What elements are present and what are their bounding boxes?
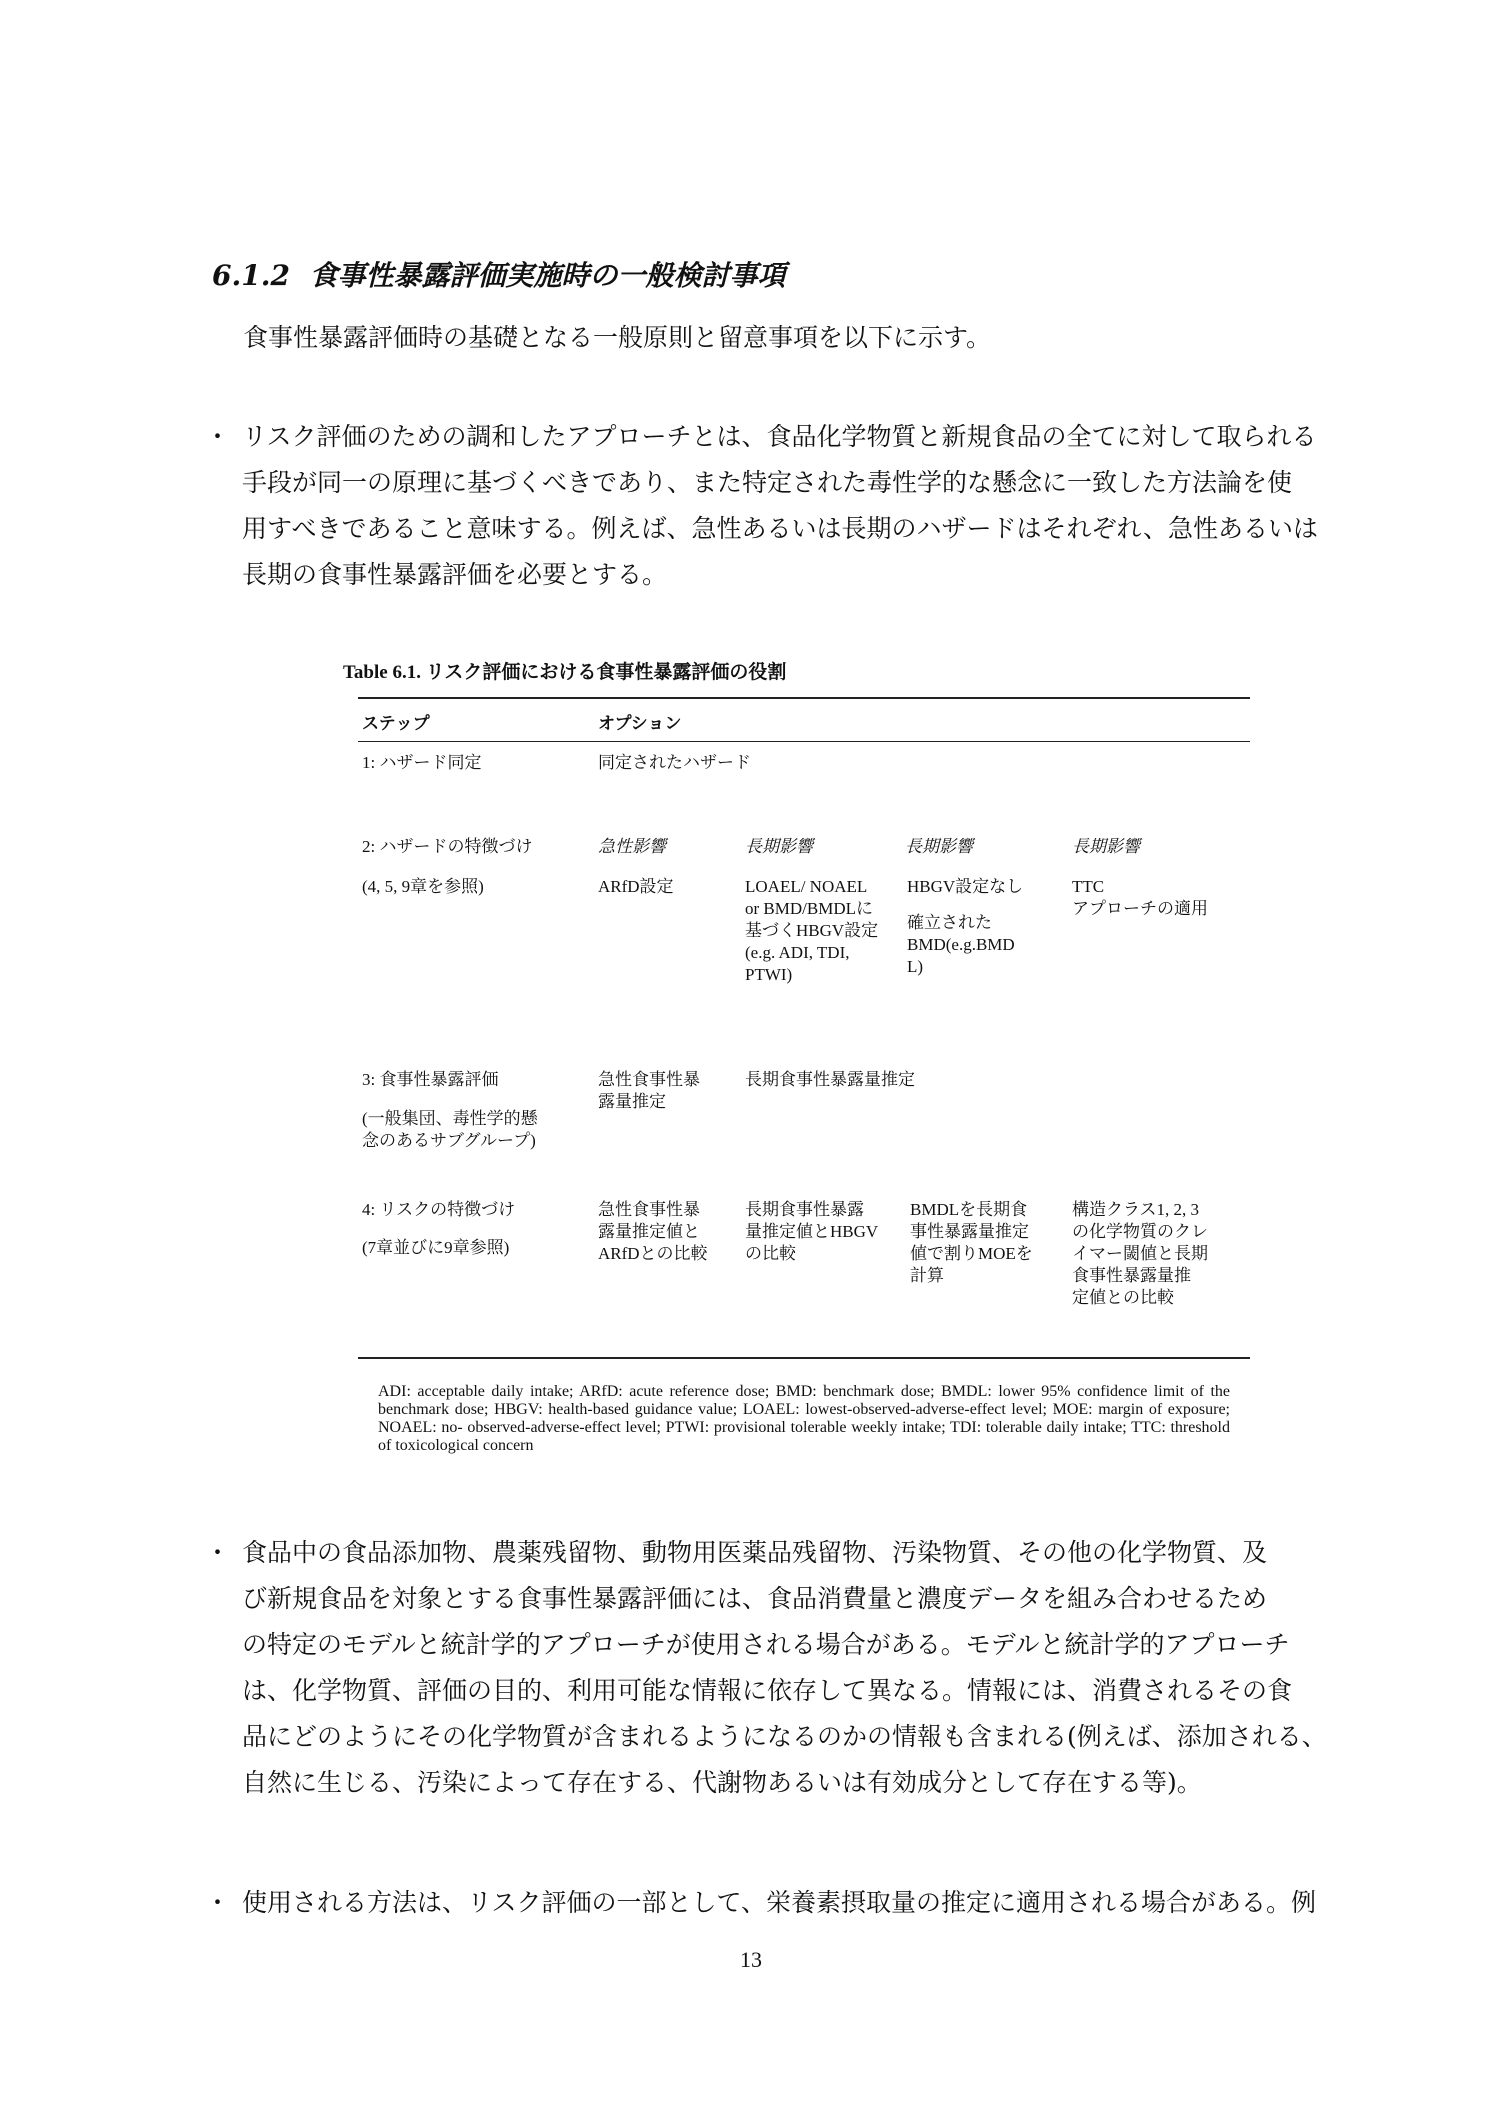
row2-c2: LOAEL/ NOAEL or BMD/BMDLに 基づくHBGV設定 (e.g. ADI, TDI, PTWI) xyxy=(745,877,879,984)
bullet-mark: ・ xyxy=(205,422,231,451)
row3-step: 3: 食事性暴露評価 xyxy=(362,1070,499,1089)
row4-step-note: (7章並びに9章参照) xyxy=(362,1238,510,1257)
row3-step-note: (一般集団、毒性学的懸 念のあるサブグループ) xyxy=(362,1109,538,1150)
row3-c1: 急性食事性暴 露量推定 xyxy=(598,1070,700,1111)
table-footnote: ADI: acceptable daily intake; ARfD: acute reference dose; BMD: benchmark dose; BMDL: lower 95% confidence limit of the benchmark dose; HBGV: health-based guidance value; LOAEL: lowest-observed-adverse-effect level; MOE: margin of exposure; NOAEL: no- observed-adverse-effect level; PTWI: provisional tolerable weekly intake; TDI: tolerable daily intake; TTC: threshold of toxicological concern xyxy=(378,1383,1230,1454)
row2-c4: TTC アプローチの適用 xyxy=(1072,877,1208,918)
page-number: 13 xyxy=(740,1947,762,1972)
text-line: 長期の食事性暴露評価を必要とする。 xyxy=(242,560,668,589)
table-top-rule xyxy=(358,697,1250,699)
header-option: オプション xyxy=(598,714,682,733)
section-heading xyxy=(212,254,785,294)
row3-c2: 長期食事性暴露量推定 xyxy=(745,1070,915,1089)
row2-step: 2: ハザードの特徴づけ xyxy=(362,837,533,856)
text-line: 使用される方法は、リスク評価の一部として、栄養素摂取量の推定に適用される場合がある。例 xyxy=(242,1888,1317,1917)
row4-c4: 構造クラス1, 2, 3 の化学物質のクレ イマー閾値と長期 食事性暴露量推 定値との比較 xyxy=(1072,1200,1208,1307)
row4-c3: BMDLを長期食 事性暴露量推定 値で割りMOEを 計算 xyxy=(910,1200,1033,1285)
bullet-mark: ・ xyxy=(205,1888,231,1917)
row2-col-header-acute: 急性影響 xyxy=(598,837,666,856)
table-caption: Table 6.1. リスク評価における食事性暴露評価の役割 xyxy=(343,662,787,683)
row2-c1: ARfD設定 xyxy=(598,877,674,896)
row2-c3a: HBGV設定なし xyxy=(907,877,1024,896)
text-line: は、化学物質、評価の目的、利用可能な情報に依存して異なる。情報には、消費されるその食 xyxy=(242,1676,1293,1705)
section-title: 食事性暴露評価実施時の一般検討事項 xyxy=(309,259,786,292)
row2-step-note: (4, 5, 9章を参照) xyxy=(362,877,484,896)
row2-col-header-chronic-3: 長期影響 xyxy=(1072,837,1140,856)
row1-step: 1: ハザード同定 xyxy=(362,753,482,772)
table-bottom-rule xyxy=(358,1357,1250,1359)
row2-col-header-chronic-1: 長期影響 xyxy=(745,837,813,856)
intro-paragraph: 食事性暴露評価時の基礎となる一般原則と留意事項を以下に示す。 xyxy=(243,323,992,352)
text-line: リスク評価のための調和したアプローチとは、食品化学物質と新規食品の全てに対して取られる xyxy=(242,422,1317,451)
text-line: 自然に生じる、汚染によって存在する、代謝物あるいは有効成分として存在する等)。 xyxy=(242,1768,1202,1797)
text-line: の特定のモデルと統計学的アプローチが使用される場合がある。モデルと統計学的アプローチ xyxy=(242,1630,1290,1659)
row4-c2: 長期食事性暴露 量推定値とHBGV の比較 xyxy=(745,1200,879,1263)
text-line: び新規食品を対象とする食事性暴露評価には、食品消費量と濃度データを組み合わせるため xyxy=(242,1584,1268,1613)
bullet-mark: ・ xyxy=(205,1538,231,1567)
text-line: 用すべきであること意味する。例えば、急性あるいは長期のハザードはそれぞれ、急性あるいは xyxy=(242,514,1319,543)
text-line: 食品中の食品添加物、農薬残留物、動物用医薬品残留物、汚染物質、その他の化学物質、及 xyxy=(242,1538,1268,1567)
row4-step: 4: リスクの特徴づけ xyxy=(362,1200,516,1219)
text-line: 品にどのようにその化学物質が含まれるようになるのかの情報も含まれる(例えば、添加される、 xyxy=(242,1722,1327,1751)
table-header-rule xyxy=(358,741,1250,742)
row1-option: 同定されたハザード xyxy=(598,753,751,772)
section-number: 6.1.2 xyxy=(212,259,290,292)
row4-c1: 急性食事性暴 露量推定値と ARfDとの比較 xyxy=(598,1200,708,1263)
row2-col-header-chronic-2: 長期影響 xyxy=(905,837,973,856)
text-line: 手段が同一の原理に基づくべきであり、また特定された毒性学的な懸念に一致した方法論を使 xyxy=(242,468,1293,497)
row2-c3b: 確立された BMD(e.g.BMD L) xyxy=(907,913,1015,976)
header-step: ステップ xyxy=(362,714,430,733)
